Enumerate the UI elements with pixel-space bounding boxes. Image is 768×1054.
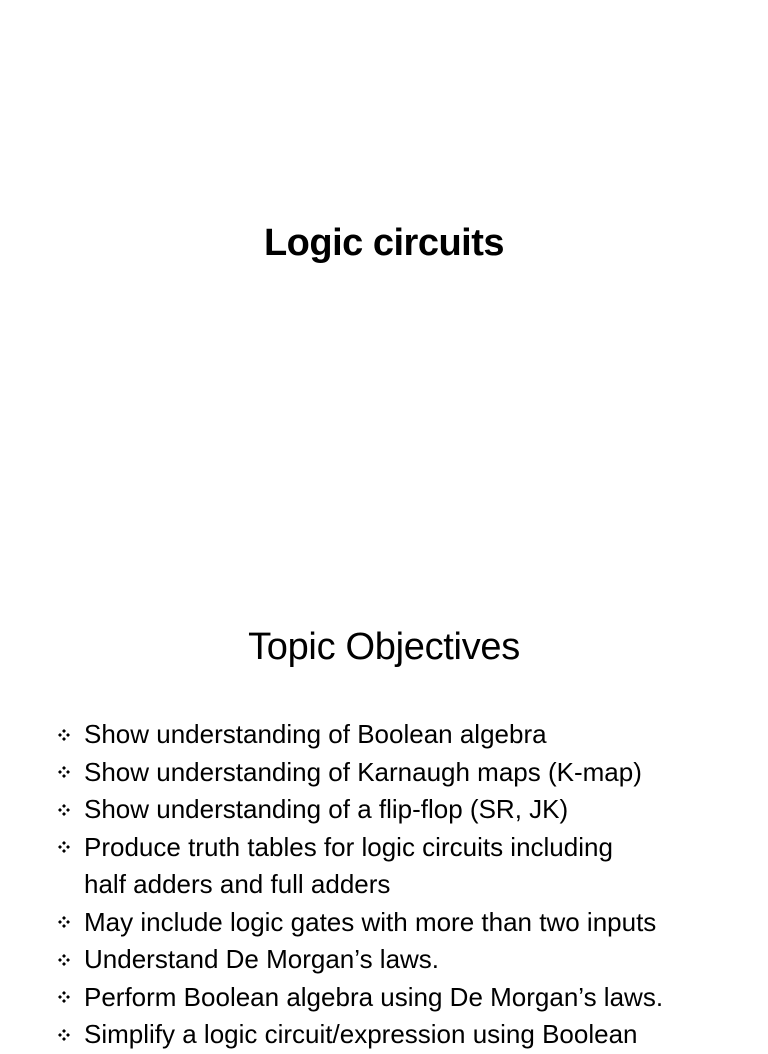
- list-item-text: Simplify a logic circuit/expression using Boolean: [84, 1019, 638, 1049]
- list-item-text: Show understanding of Karnaugh maps (K-map): [84, 756, 642, 787]
- diamond-cluster-icon: [56, 904, 72, 942]
- diamond-cluster-icon: [56, 791, 72, 829]
- list-item: [56, 716, 746, 754]
- list-item: [56, 904, 746, 942]
- list-item: [56, 979, 746, 1017]
- diamond-cluster-icon: [56, 979, 72, 1017]
- slide-title: Logic circuits: [263, 222, 505, 264]
- list-item: [56, 791, 746, 829]
- slide-title: Topic Objectives: [248, 626, 520, 668]
- slide-2: [0, 576, 768, 1049]
- diamond-cluster-icon: [56, 754, 72, 792]
- list-item-text: May include logic gates with more than two inputs: [84, 906, 657, 937]
- list-item-text: Perform Boolean algebra using De Morgan’s laws.: [84, 981, 664, 1012]
- list-item-text: Produce truth tables for logic circuits including: [84, 831, 613, 862]
- diamond-cluster-icon: [56, 1016, 72, 1054]
- list-item-text: Show understanding of Boolean algebra: [84, 719, 547, 749]
- list-item-text: Show understanding of a flip-flop (SR, JK): [84, 794, 569, 824]
- diamond-cluster-icon: [56, 829, 72, 867]
- diamond-cluster-icon: [56, 716, 72, 754]
- list-item-text: Understand De Morgan’s laws.: [84, 944, 440, 974]
- list-item: [56, 829, 746, 904]
- list-item: [56, 754, 746, 792]
- list-item-text: half adders and full adders: [84, 869, 391, 899]
- diamond-cluster-icon: [56, 941, 72, 979]
- objectives-list: [56, 716, 746, 1054]
- list-item: [56, 941, 746, 979]
- list-item: [56, 1016, 746, 1054]
